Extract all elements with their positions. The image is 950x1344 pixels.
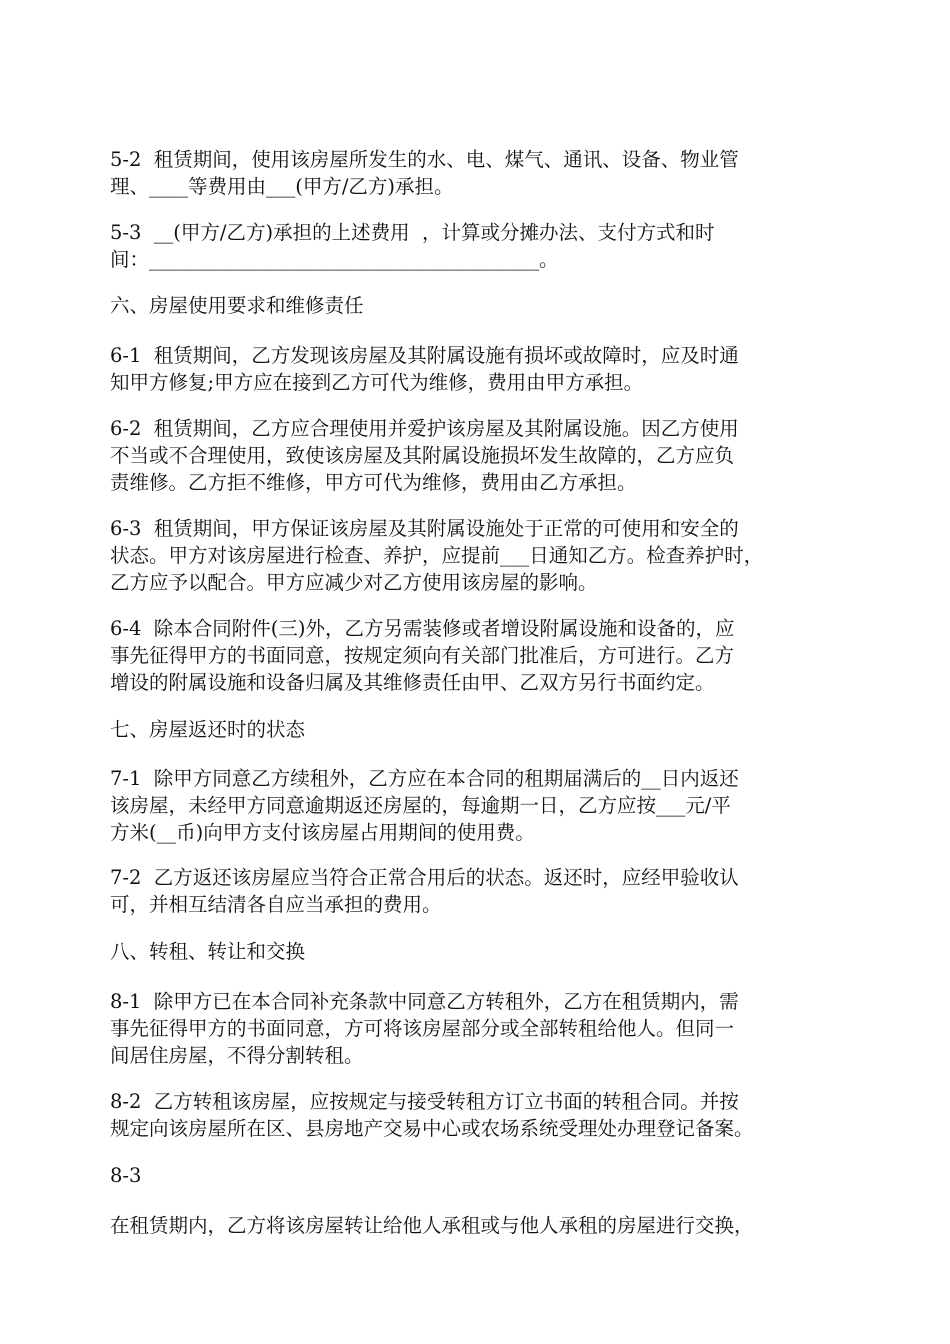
- text-line: 事先征得甲方的书面同意，方可将该房屋部分或全部转租给他人。但同一: [110, 1017, 735, 1040]
- text-line: 8-2 乙方转租该房屋，应按规定与接受转租方订立书面的转租合同。并按: [110, 1090, 739, 1113]
- text-line: 在租赁期内，乙方将该房屋转让给他人承租或与他人承租的房屋进行交换，: [110, 1214, 754, 1237]
- text-line: 6-2 租赁期间，乙方应合理使用并爱护该房屋及其附属设施。因乙方使用: [110, 417, 739, 440]
- clause-8-1: [110, 988, 845, 1069]
- section-heading-6: [110, 292, 845, 319]
- clause-6-4: [110, 615, 845, 696]
- text-line: 6-4 除本合同附件(三)外，乙方另需装修或者增设附属设施和设备的，应: [110, 617, 735, 640]
- text-line: 8-3: [110, 1164, 142, 1187]
- text-line: 状态。甲方对该房屋进行检查、养护，应提前___日通知乙方。检查养护时，: [110, 544, 764, 567]
- text-line: 事先征得甲方的书面同意，按规定须向有关部门批准后，方可进行。乙方: [110, 644, 735, 667]
- text-line: 责维修。乙方拒不维修，甲方可代为维修，费用由乙方承担。: [110, 471, 637, 494]
- section-heading-8: [110, 938, 845, 965]
- clause-7-1: [110, 765, 845, 846]
- text-line: 增设的附属设施和设备归属及其维修责任由甲、乙双方另行书面约定。: [110, 671, 715, 694]
- text-line: 间：________________________________________。: [110, 248, 559, 271]
- text-line: 6-1 租赁期间，乙方发现该房屋及其附属设施有损坏或故障时，应及时通: [110, 344, 739, 367]
- heading-text: 八、转租、转让和交换: [110, 940, 306, 963]
- clause-6-1: [110, 342, 845, 396]
- clause-6-3: [110, 515, 845, 596]
- clause-8-3-body: [110, 1212, 845, 1239]
- text-line: 知甲方修复;甲方应在接到乙方可代为维修，费用由甲方承担。: [110, 371, 644, 394]
- text-line: 7-1 除甲方同意乙方续租外，乙方应在本合同的租期届满后的__日内返还: [110, 767, 739, 790]
- text-line: 5-2 租赁期间，使用该房屋所发生的水、电、煤气、通讯、设备、物业管: [110, 148, 739, 171]
- text-line: 7-2 乙方返还该房屋应当符合正常合用后的状态。返还时，应经甲验收认: [110, 866, 739, 889]
- text-line: 6-3 租赁期间，甲方保证该房屋及其附属设施处于正常的可使用和安全的: [110, 517, 739, 540]
- section-heading-7: [110, 716, 845, 743]
- text-line: 8-1 除甲方已在本合同补充条款中同意乙方转租外，乙方在租赁期内，需: [110, 990, 739, 1013]
- clause-7-2: [110, 864, 845, 918]
- clause-5-2: [110, 146, 845, 200]
- heading-text: 六、房屋使用要求和维修责任: [110, 294, 364, 317]
- text-line: 该房屋，未经甲方同意逾期返还房屋的，每逾期一日，乙方应按___元/平: [110, 794, 731, 817]
- clause-8-2: [110, 1088, 845, 1142]
- text-line: 间居住房屋，不得分割转租。: [110, 1044, 364, 1067]
- text-line: 规定向该房屋所在区、县房地产交易中心或农场系统受理处办理登记备案。: [110, 1117, 754, 1140]
- heading-text: 七、房屋返还时的状态: [110, 718, 306, 741]
- clause-8-3: [110, 1162, 845, 1189]
- text-line: 5-3 __(甲方/乙方)承担的上述费用 ，计算或分摊办法、支付方式和时: [110, 221, 715, 244]
- text-line: 不当或不合理使用，致使该房屋及其附属设施损坏发生故障的，乙方应负: [110, 444, 735, 467]
- text-line: 乙方应予以配合。甲方应减少对乙方使用该房屋的影响。: [110, 571, 598, 594]
- clause-6-2: [110, 415, 845, 496]
- text-line: 可，并相互结清各自应当承担的费用。: [110, 893, 442, 916]
- text-line: 理、____等费用由___(甲方/乙方)承担。: [110, 175, 454, 198]
- text-line: 方米(__币)向甲方支付该房屋占用期间的使用费。: [110, 821, 535, 844]
- clause-5-3: [110, 219, 845, 273]
